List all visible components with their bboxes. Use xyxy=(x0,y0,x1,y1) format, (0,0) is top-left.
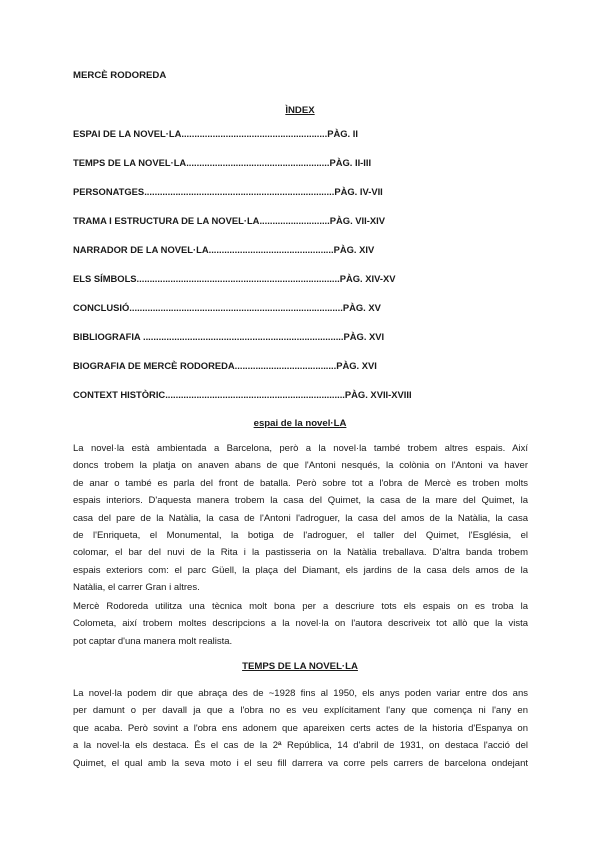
toc-entry[interactable]: BIOGRAFIA DE MERCÈ RODOREDA.......................................PÀG. XVI xyxy=(73,360,377,371)
text-line: doncs trobem la platja on anaven abans de que l'Antoni nesqués, la colònia on l'Antoni va haver xyxy=(73,460,528,472)
text-line: de l'Enriqueta, el Monumental, la botiga de l'adroguer, el taller del Quimet, l'Església, el xyxy=(73,530,528,542)
text-line: Colometa, així trobem moltes descripcions a la novel·la on l'autora descriveix tot allò que la vista xyxy=(73,618,528,630)
toc-entry[interactable]: TEMPS DE LA NOVEL·LA.......................................................PÀG. II-III xyxy=(73,157,372,168)
paragraph-espai-2 xyxy=(73,598,528,650)
text-line: Quimet, el qual amb la seva moto i el seu fill darrera va corre pels carrers de barcelona ondejant xyxy=(73,757,528,769)
section-heading-espai: espai de la novel·LA xyxy=(253,418,347,429)
author-name: MERCÈ RODOREDA xyxy=(73,70,167,81)
index-title: ÌNDEX xyxy=(285,105,315,116)
toc-entry[interactable]: BIBLIOGRAFIA .............................................................................PÀG. XVI xyxy=(73,331,385,342)
text-line: que acaba. Però sovint a l'obra ens adonem que apareixen certs actes de la historia d'Espanya on xyxy=(73,722,528,734)
text-line: pot captar d'una manera molt realista. xyxy=(73,635,233,647)
paragraph-temps-1 xyxy=(73,685,528,772)
text-line: Mercè Rodoreda utilitza una tècnica molt bona per a descriure tots els espais on es troba la xyxy=(73,601,528,612)
toc-entry[interactable]: CONCLUSIÓ..................................................................................PÀG. XV xyxy=(73,302,381,313)
toc-entry[interactable]: PERSONATGES.........................................................................PÀG. IV-VII xyxy=(73,186,383,197)
toc-entry[interactable]: TRAMA I ESTRUCTURA DE LA NOVEL·LA...........................PÀG. VII-XIV xyxy=(73,215,385,226)
text-line: de anar o també es parla del front de batalla. Però sobre tot a l'obra de Mercè es troben molts xyxy=(73,477,528,489)
text-line: La novel·la està ambientada a Barcelona, però a la novel·la també trobem altres espais. Així xyxy=(73,443,528,454)
toc-entry[interactable]: ELS SÍMBOLS..............................................................................PÀG. XIV-XV xyxy=(73,273,396,284)
text-line: colomar, el bar del nuvi de la Rita i la pastisseria on la Natàlia treballava. D'altra banda trobem xyxy=(73,547,528,559)
section-heading-temps: TEMPS DE LA NOVEL·LA xyxy=(242,661,358,672)
text-line: espais interiors. D'aquesta manera trobem la casa del Quimet, la casa de la mare del Quimet, la xyxy=(73,495,528,507)
toc-entry[interactable]: ESPAI DE LA NOVEL·LA........................................................PÀG. II xyxy=(73,128,358,139)
text-line: per damunt o per davall ja que a l'obra no es veu explícitament l'any que comença ni l'any en xyxy=(73,705,528,717)
text-line: a la novel·la els destaca. És el cas de la 2ª República, 14 d'abril de 1931, on destaca l'acció del xyxy=(73,740,528,752)
text-line: La novel·la podem dir que abraça des de ~1928 fins al 1950, els anys poden variar entre dos ans xyxy=(73,688,528,699)
text-line: casa del pare de la Natàlia, la casa de l'Antoni l'adroguer, la casa del amos de la Natàlia, la casa xyxy=(73,512,528,524)
text-line: Natàlia, el carrer Gran i altres. xyxy=(73,582,200,594)
paragraph-espai-1 xyxy=(73,440,528,597)
toc-entry[interactable]: NARRADOR DE LA NOVEL·LA................................................PÀG. XIV xyxy=(73,244,375,255)
text-line: espais exteriors com: el parc Güell, la plaça del Diamant, els jardins de la casa dels amos de la xyxy=(73,564,528,576)
toc-entry[interactable]: CONTEXT HISTÒRIC.....................................................................PÀG. XVII-XVIII xyxy=(73,389,412,400)
